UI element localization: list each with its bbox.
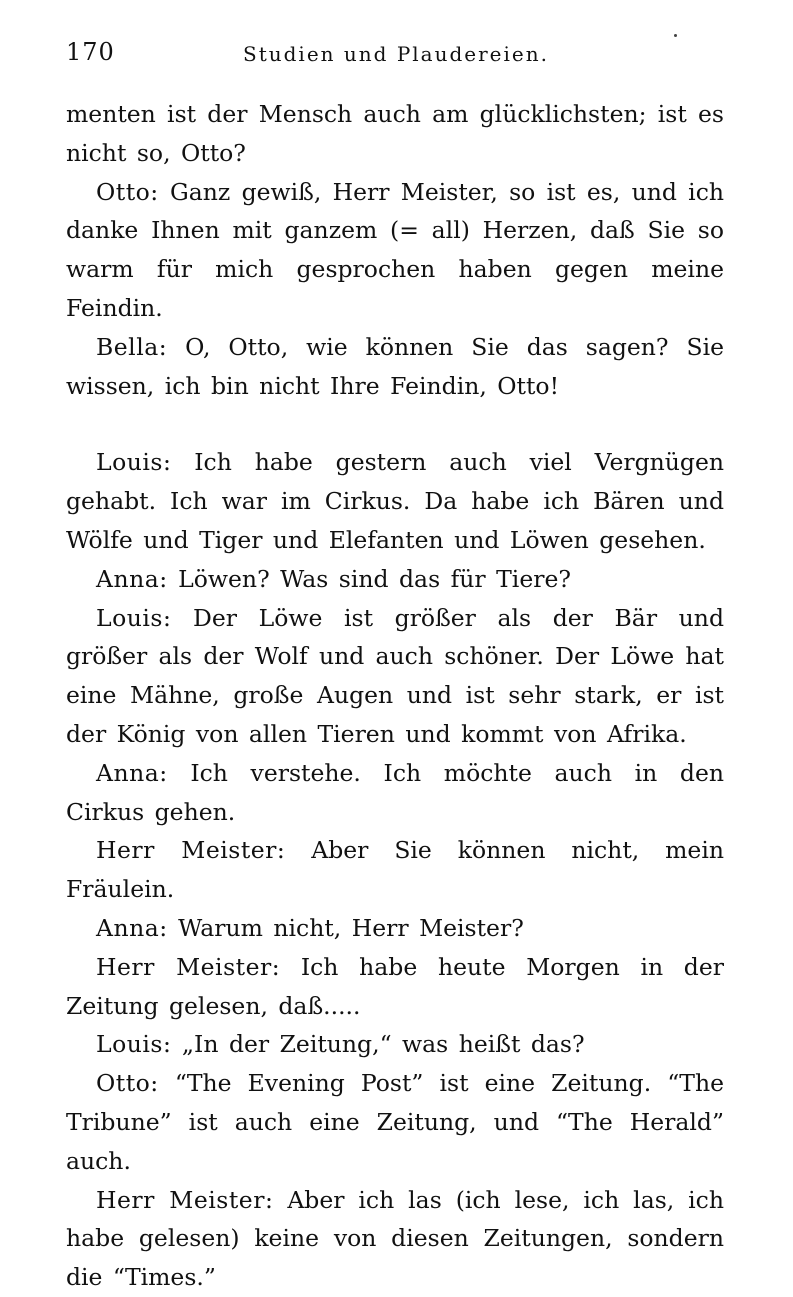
dialogue-paragraph <box>66 754 724 832</box>
dialogue-paragraph <box>66 560 724 599</box>
speaker-label: Bella: <box>96 332 168 361</box>
paragraph-text: “The Evening Post” ist eine Zeitung. “The Tribune” ist auch eine Zeitung, und “The Herald” auch. <box>66 1069 724 1175</box>
speaker-label: Herr Meister: <box>96 836 286 865</box>
speaker-label: Louis: <box>96 448 172 477</box>
paragraph-text: Aber ich las (ich lese, ich las, ich habe gelesen) keine von diesen Zeitungen, sondern die “Times.” <box>66 1185 724 1292</box>
paragraph-text: menten ist der Mensch auch am glücklichsten; ist es nicht so, Otto? <box>66 100 724 167</box>
dialogue-paragraph <box>66 1025 724 1064</box>
dialogue-paragraph <box>66 831 724 909</box>
paragraph-text: O, Otto, wie können Sie das sagen? Sie wissen, ich bin nicht Ihre Feindin, Otto! <box>66 332 724 400</box>
dialogue-paragraph <box>66 948 724 1026</box>
speaker-label: Anna: <box>96 913 168 942</box>
paragraph-text: Der Löwe ist größer als der Bär und größer als der Wolf und auch schöner. Der Löwe hat eine Mähne, große Augen und ist sehr stark, er ist der König von allen Tieren und kommt von Afrika. <box>66 603 724 748</box>
speaker-label: Louis: <box>96 1030 172 1059</box>
paragraph-text: Ich habe heute Morgen in der Zeitung gelesen, daß..... <box>66 952 724 1020</box>
dialogue-paragraph <box>66 1181 724 1297</box>
speaker-label: Anna: <box>96 758 168 787</box>
dialogue-paragraph <box>66 1064 724 1180</box>
speaker-label: Herr Meister: <box>96 1185 274 1214</box>
dialogue-paragraph <box>66 443 724 559</box>
body-text <box>66 95 724 1297</box>
paragraph-text: Aber Sie können nicht, mein Fräulein. <box>66 836 724 904</box>
speaker-label: Anna: <box>96 564 168 593</box>
paragraph-text: Ich verstehe. Ich möchte auch in den Cirkus gehen. <box>66 758 724 826</box>
speaker-label: Louis: <box>96 603 172 632</box>
dialogue-paragraph <box>66 909 724 948</box>
speaker-label: Otto: <box>96 1069 159 1098</box>
running-title: Studien und Plaudereien. <box>243 42 549 66</box>
paragraph-text: Ich habe gestern auch viel Vergnügen gehabt. Ich war im Cirkus. Da habe ich Bären und Wölfe und Tiger und Elefanten und Löwen gesehen. <box>66 448 724 554</box>
dialogue-paragraph <box>66 599 724 754</box>
paragraph-text: Löwen? Was sind das für Tiere? <box>178 564 571 593</box>
paragraph-text: Warum nicht, Herr Meister? <box>178 913 524 942</box>
speaker-label: Herr Meister: <box>96 952 281 981</box>
dialogue-paragraph <box>66 173 724 328</box>
paragraph-continuation <box>66 95 724 173</box>
dialogue-paragraph <box>66 328 724 406</box>
page-number: 170 <box>66 38 115 66</box>
section-gap <box>66 405 724 443</box>
page-header <box>66 38 726 74</box>
speaker-label: Otto: <box>96 177 159 206</box>
print-speck <box>674 34 677 37</box>
paragraph-text: Ganz gewiß, Herr Meister, so ist es, und ich danke Ihnen mit ganzem (= all) Herzen, daß Sie so warm für mich gesprochen haben gegen meine Feindin. <box>66 177 724 322</box>
paragraph-text: „In der Zeitung,“ was heißt das? <box>181 1030 585 1059</box>
